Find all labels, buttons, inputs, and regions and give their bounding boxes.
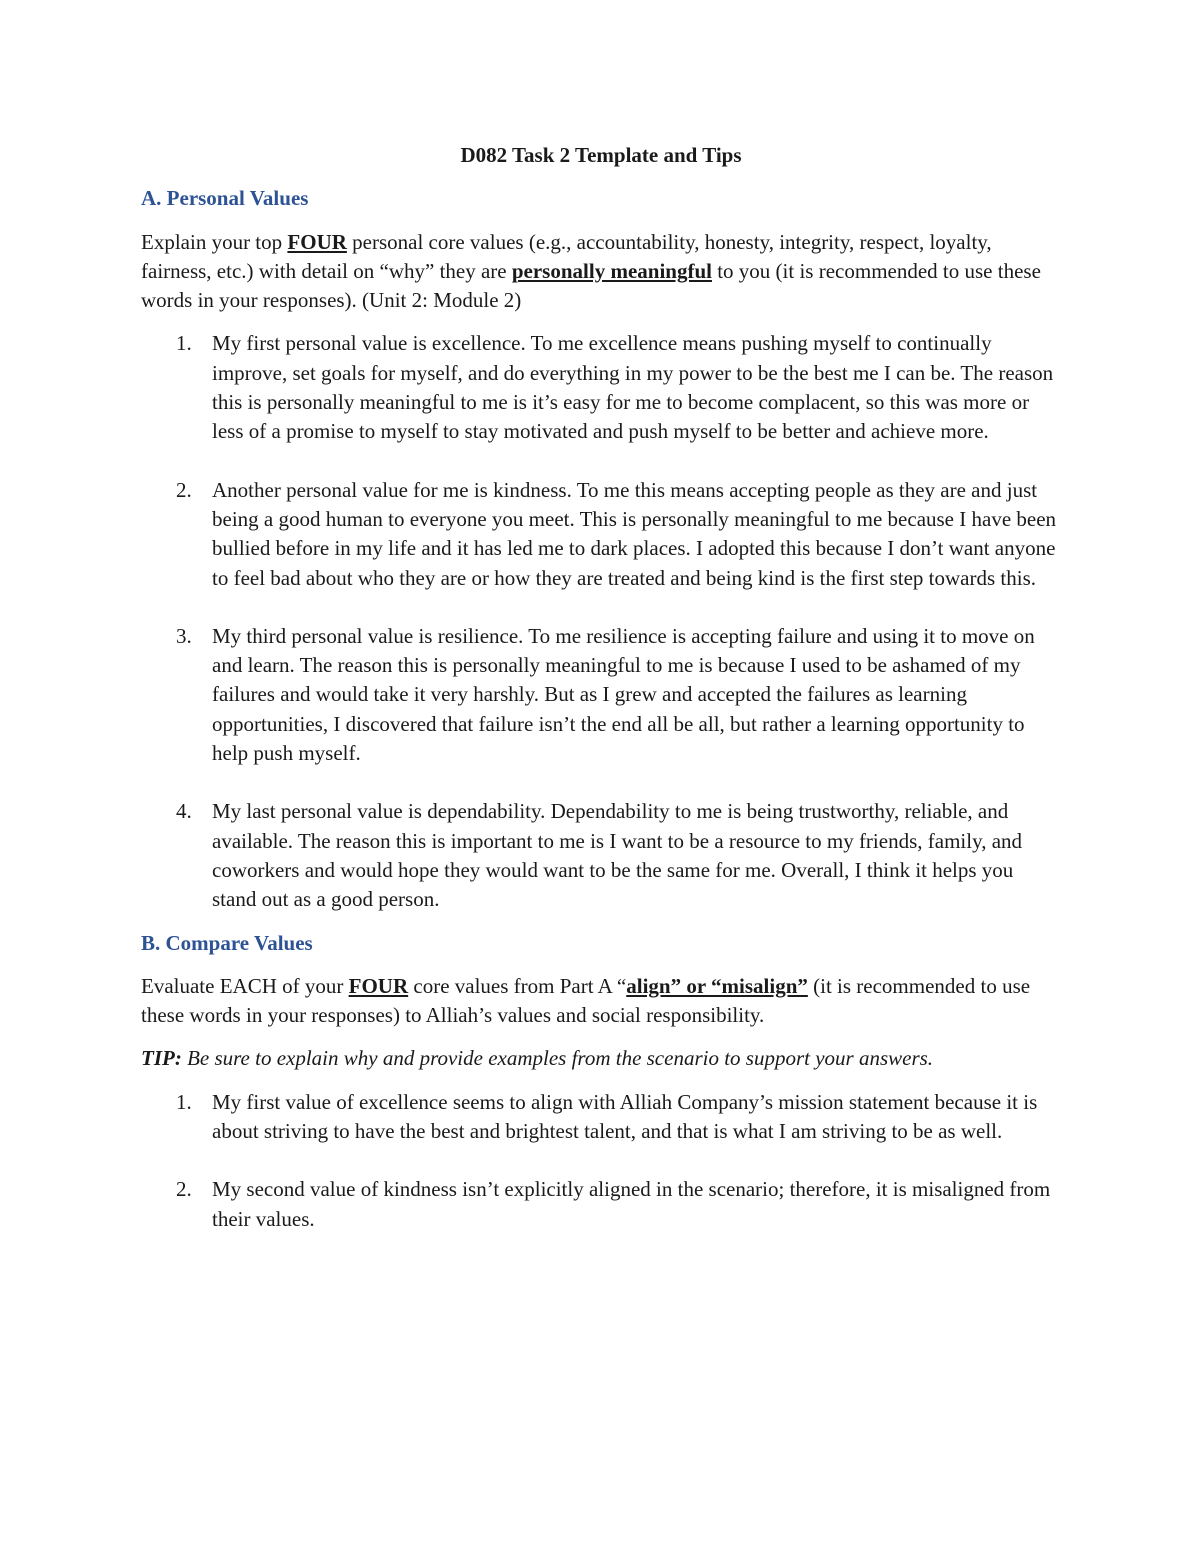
personal-values-list [141, 329, 1061, 914]
list-item-number: 1. [176, 1089, 192, 1114]
list-item [141, 797, 1061, 914]
tip-text: Be sure to explain why and provide examples from the scenario to support your answers. [181, 1046, 934, 1071]
tip-label: TIP: [141, 1046, 182, 1071]
section-b-heading: B. Compare Values [141, 930, 313, 955]
section-a-intro-text-3: to you (it is recommended to use these words in your responses). (Unit 2: Module 2) [141, 258, 1041, 313]
emphasis-personally-meaningful: personally meaningful [511, 258, 712, 283]
list-item [141, 476, 1061, 593]
section-b-intro-text-3: (it is recommended to use these words in your responses) to Alliah’s values and social responsibility. [141, 973, 1031, 1028]
list-item-number: 2. [176, 477, 192, 502]
section-a-intro-text-1: Explain your top [141, 229, 288, 254]
section-b-intro-text-2: core values from Part A “ [408, 973, 627, 998]
list-item-text: My third personal value is resilience. To me resilience is accepting failure and using it to move on and learn. The reason this is personally meaningful to me is because I used to be ashamed of my failures and would take it very harshly. But as I grew and accepted the failures as learning opportunities, I discovered that failure isn’t the end all be all, but rather a learning opportunity to help push myself. [212, 623, 1035, 766]
section-a-heading: A. Personal Values [141, 186, 309, 211]
emphasis-four: FOUR [287, 229, 347, 254]
list-item [141, 329, 1061, 446]
list-item-number: 1. [176, 331, 192, 356]
list-item-number: 2. [176, 1177, 192, 1202]
section-a-instructions [141, 228, 1061, 316]
document-title: D082 Task 2 Template and Tips [460, 143, 742, 167]
list-item [141, 1088, 1061, 1147]
list-item-number: 4. [176, 799, 192, 824]
list-item [141, 622, 1061, 768]
list-item-text: My second value of kindness isn’t explicitly aligned in the scenario; therefore, it is misaligned from their values. [212, 1177, 1051, 1231]
compare-values-list [141, 1088, 1061, 1234]
list-item [141, 1175, 1061, 1234]
list-item-text: My last personal value is dependability. Dependability to me is being trustworthy, reliable, and available. The reason this is important to me is I want to be a resource to my friends, family, and coworkers and would hope they would want to be the same for me. Overall, I think it helps you stand out as a good person. [212, 799, 1023, 912]
emphasis-four: FOUR [348, 973, 409, 998]
section-a-intro-text-2: personal core values (e.g., accountability, honesty, integrity, respect, loyalty, fairness, etc.) with detail on “why” they are [141, 229, 992, 283]
list-item-text: Another personal value for me is kindness. To me this means accepting people as they are and just being a good human to everyone you meet. This is personally meaningful to me because I have been bullied before in my life and it has led me to dark places. I adopted this because I don’t want anyone to feel bad about who they are or how they are treated and being kind is the first step towards this. [212, 477, 1057, 590]
tip-note [141, 1044, 1061, 1073]
section-b-instructions [141, 972, 1061, 1031]
list-item-number: 3. [176, 623, 192, 648]
document-page [141, 141, 1061, 1248]
emphasis-align-misalign: align” or “misalign” [626, 973, 808, 998]
section-b-intro-text-1: Evaluate EACH of your [141, 973, 349, 998]
list-item-text: My first value of excellence seems to align with Alliah Company’s mission statement because it is about striving to have the best and brightest talent, and that is what I am striving to be as well. [212, 1089, 1038, 1144]
list-item-text: My first personal value is excellence. To me excellence means pushing myself to continually improve, set goals for myself, and do everything in my power to be the best me I can be. The reason this is personally meaningful to me is it’s easy for me to become complacent, so this was more or less of a promise to myself to stay motivated and push myself to be better and achieve more. [212, 331, 1054, 444]
